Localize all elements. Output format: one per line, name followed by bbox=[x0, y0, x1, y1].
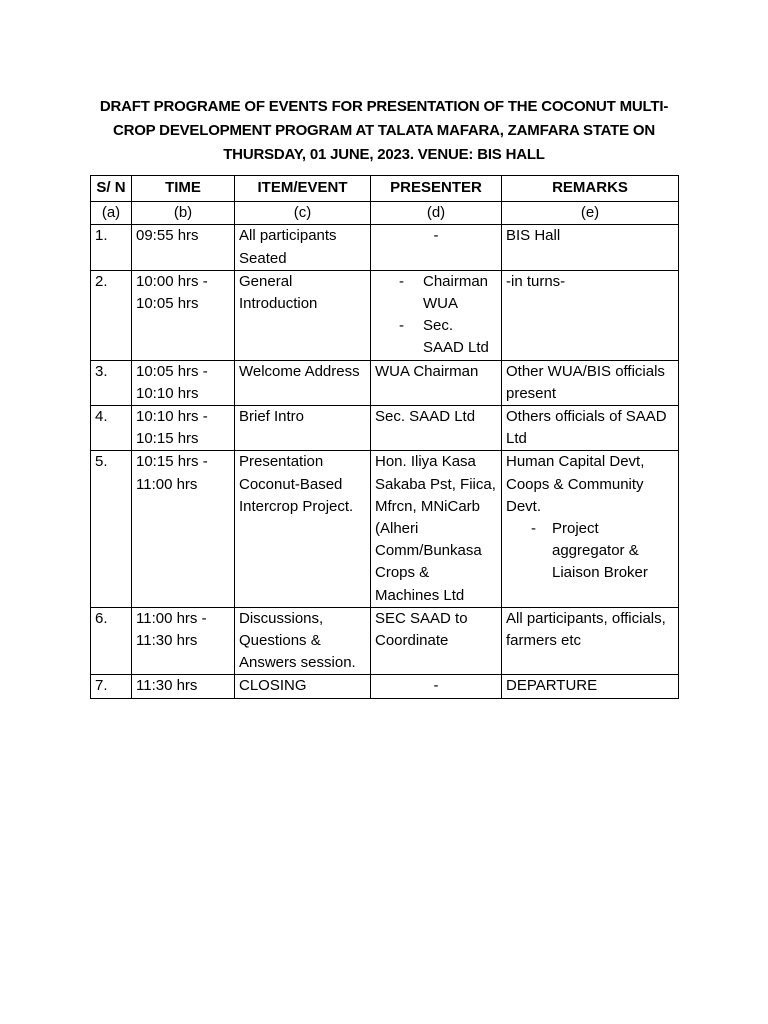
title-line: THURSDAY, 01 JUNE, 2023. VENUE: BIS HALL bbox=[223, 146, 545, 163]
header-presenter: PRESENTER bbox=[371, 176, 502, 202]
code-sn: (a) bbox=[91, 202, 132, 225]
remarks-cell: DEPARTURE bbox=[502, 675, 679, 698]
program-table bbox=[90, 175, 679, 699]
table-row bbox=[91, 451, 679, 607]
remarks-text: Human Capital Devt, Coops & Community Devt. bbox=[506, 453, 645, 515]
presenter-cell: Hon. Iliya Kasa Sakaba Pst, Fiica, Mfrcn, MNiCarb (Alheri Comm/Bunkasa Crops & Machines Ltd bbox=[371, 451, 502, 607]
title-line: DRAFT PROGRAME OF EVENTS FOR PRESENTATION OF THE COCONUT MULTI- bbox=[99, 98, 669, 115]
list-item: - Sec. SAAD Ltd bbox=[375, 315, 497, 359]
table-row bbox=[91, 406, 679, 451]
presenter-cell: - bbox=[371, 225, 502, 270]
header-remarks: REMARKS bbox=[502, 176, 679, 202]
sn-cell: 3. bbox=[91, 360, 132, 405]
table-row bbox=[91, 675, 679, 698]
remarks-cell: BIS Hall bbox=[502, 225, 679, 270]
time-cell: 10:05 hrs - 10:10 hrs bbox=[132, 360, 235, 405]
item-cell: Welcome Address bbox=[235, 360, 371, 405]
item-cell: Discussions, Questions & Answers session. bbox=[235, 607, 371, 675]
time-cell: 11:30 hrs bbox=[132, 675, 235, 698]
code-time: (b) bbox=[132, 202, 235, 225]
sn-cell: 4. bbox=[91, 406, 132, 451]
table-header-row bbox=[91, 176, 679, 202]
time-cell: 09:55 hrs bbox=[132, 225, 235, 270]
list-item: - Project aggregator & Liaison Broker bbox=[506, 518, 674, 585]
header-sn: S/ N bbox=[91, 176, 132, 202]
item-cell: CLOSING bbox=[235, 675, 371, 698]
item-cell: Presentation Coconut-Based Intercrop Project. bbox=[235, 451, 371, 607]
sn-cell: 5. bbox=[91, 451, 132, 607]
code-presenter: (d) bbox=[371, 202, 502, 225]
table-row bbox=[91, 360, 679, 405]
code-item: (c) bbox=[235, 202, 371, 225]
time-cell: 10:00 hrs - 10:05 hrs bbox=[132, 270, 235, 360]
item-cell: Brief Intro bbox=[235, 406, 371, 451]
presenter-list bbox=[375, 271, 497, 360]
remarks-cell: -in turns- bbox=[502, 270, 679, 360]
presenter-cell: WUA Chairman bbox=[371, 360, 502, 405]
remarks-cell: Others officials of SAAD Ltd bbox=[502, 406, 679, 451]
sn-cell: 2. bbox=[91, 270, 132, 360]
sn-cell: 1. bbox=[91, 225, 132, 270]
presenter-cell: Sec. SAAD Ltd bbox=[371, 406, 502, 451]
presenter-cell: - bbox=[371, 675, 502, 698]
presenter-cell: SEC SAAD to Coordinate bbox=[371, 607, 502, 675]
header-time: TIME bbox=[132, 176, 235, 202]
remarks-cell: Other WUA/BIS officials present bbox=[502, 360, 679, 405]
header-item: ITEM/EVENT bbox=[235, 176, 371, 202]
page-title bbox=[90, 95, 678, 167]
sn-cell: 7. bbox=[91, 675, 132, 698]
remarks-cell: All participants, officials, farmers etc bbox=[502, 607, 679, 675]
table-row bbox=[91, 270, 679, 360]
sn-cell: 6. bbox=[91, 607, 132, 675]
presenter-cell bbox=[371, 270, 502, 360]
code-remarks: (e) bbox=[502, 202, 679, 225]
remarks-list bbox=[506, 518, 674, 585]
table-row bbox=[91, 225, 679, 270]
time-cell: 11:00 hrs - 11:30 hrs bbox=[132, 607, 235, 675]
time-cell: 10:15 hrs - 11:00 hrs bbox=[132, 451, 235, 607]
item-cell: All participants Seated bbox=[235, 225, 371, 270]
remarks-cell bbox=[502, 451, 679, 607]
item-cell: General Introduction bbox=[235, 270, 371, 360]
title-line: CROP DEVELOPMENT PROGRAM AT TALATA MAFARA, ZAMFARA STATE ON bbox=[112, 122, 656, 139]
list-item: - Chairman WUA bbox=[375, 271, 497, 315]
table-row bbox=[91, 607, 679, 675]
column-code-row bbox=[91, 202, 679, 225]
time-cell: 10:10 hrs - 10:15 hrs bbox=[132, 406, 235, 451]
